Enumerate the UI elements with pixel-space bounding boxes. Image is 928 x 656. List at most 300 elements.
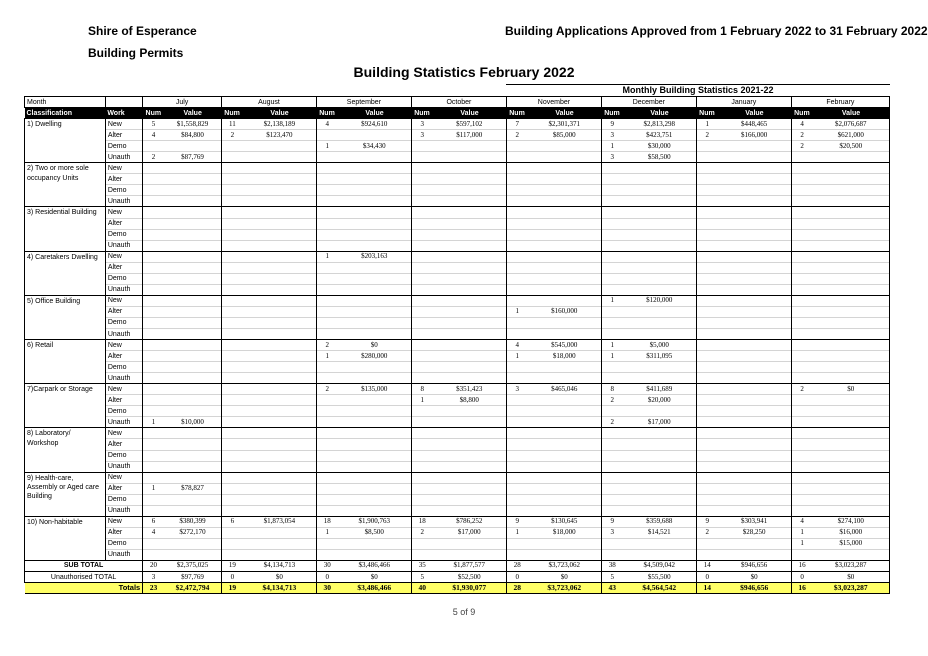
value-cell (718, 317, 792, 328)
value-cell (164, 384, 222, 395)
value-cell (338, 417, 412, 428)
num-cell (221, 273, 242, 284)
work-cell: Unauth (105, 196, 142, 207)
num-cell (601, 406, 622, 417)
num-cell (143, 306, 164, 317)
value-cell (433, 538, 507, 549)
num-cell: 1 (601, 351, 622, 362)
value-cell (243, 538, 317, 549)
value-cell (338, 174, 412, 185)
num-cell (221, 439, 242, 450)
value-cell (528, 417, 602, 428)
value-cell: $0 (338, 340, 412, 351)
value-cell (718, 328, 792, 339)
num-cell: 1 (506, 306, 527, 317)
table-row (25, 130, 890, 141)
value-cell: $17,000 (623, 417, 697, 428)
num-cell (506, 428, 527, 439)
table-row (25, 328, 890, 339)
value-header: Value (243, 108, 317, 119)
value-cell (243, 461, 317, 472)
value-cell (813, 549, 890, 560)
value-cell (528, 185, 602, 196)
month-header-row (25, 97, 890, 108)
work-cell: Alter (105, 174, 142, 185)
work-cell: Unauth (105, 505, 142, 516)
num-cell (143, 340, 164, 351)
num-cell (791, 251, 812, 262)
num-cell (506, 362, 527, 373)
summary-num: 19 (221, 583, 242, 594)
num-cell (696, 406, 717, 417)
table-row (25, 384, 890, 395)
table-row (25, 439, 890, 450)
summary-value: $3,486,466 (338, 560, 412, 571)
summary-value: $3,486,466 (338, 583, 412, 594)
num-cell: 3 (601, 152, 622, 163)
work-cell: Alter (105, 439, 142, 450)
value-cell: $135,000 (338, 384, 412, 395)
num-cell (221, 163, 242, 174)
num-cell (143, 406, 164, 417)
value-cell (623, 207, 697, 218)
table-row (25, 461, 890, 472)
value-cell (718, 384, 792, 395)
num-cell (791, 417, 812, 428)
num-cell: 2 (316, 340, 337, 351)
value-cell (623, 483, 697, 494)
summary-num: 0 (791, 572, 812, 583)
num-cell (506, 196, 527, 207)
num-cell (143, 472, 164, 483)
work-cell: Alter (105, 306, 142, 317)
value-cell (813, 362, 890, 373)
value-cell (338, 483, 412, 494)
table-row (25, 538, 890, 549)
num-cell: 4 (316, 119, 337, 130)
value-cell (813, 439, 890, 450)
num-cell (221, 472, 242, 483)
num-cell: 2 (696, 130, 717, 141)
num-cell (506, 472, 527, 483)
num-cell (221, 251, 242, 262)
value-cell (718, 439, 792, 450)
num-cell (601, 262, 622, 273)
value-cell (243, 196, 317, 207)
value-cell (433, 240, 507, 251)
totals-row (25, 583, 890, 594)
column-header-row (25, 108, 890, 119)
num-cell: 2 (601, 395, 622, 406)
summary-value: $3,023,287 (813, 560, 890, 571)
num-cell (791, 406, 812, 417)
value-cell (433, 284, 507, 295)
work-cell: Demo (105, 494, 142, 505)
num-cell (143, 450, 164, 461)
summary-value: $3,723,062 (528, 583, 602, 594)
work-cell: Demo (105, 450, 142, 461)
value-cell (813, 152, 890, 163)
num-cell: 2 (411, 527, 432, 538)
num-cell (411, 472, 432, 483)
value-cell (243, 505, 317, 516)
num-cell: 1 (696, 119, 717, 130)
num-cell (601, 240, 622, 251)
num-cell (601, 185, 622, 196)
work-cell: Unauth (105, 240, 142, 251)
num-cell (143, 163, 164, 174)
num-cell (696, 461, 717, 472)
num-cell (791, 461, 812, 472)
value-cell (813, 340, 890, 351)
num-cell (143, 262, 164, 273)
num-cell (143, 505, 164, 516)
num-cell (316, 549, 337, 560)
num-cell: 1 (143, 417, 164, 428)
value-cell (243, 406, 317, 417)
value-cell (623, 196, 697, 207)
value-cell (623, 163, 697, 174)
num-cell (316, 130, 337, 141)
num-cell (221, 428, 242, 439)
num-cell: 2 (506, 130, 527, 141)
num-cell (316, 262, 337, 273)
num-cell (791, 196, 812, 207)
num-cell (601, 284, 622, 295)
value-cell (528, 483, 602, 494)
table-row (25, 505, 890, 516)
num-cell (506, 163, 527, 174)
table-row (25, 527, 890, 538)
value-cell (623, 218, 697, 229)
work-cell: Unauth (105, 461, 142, 472)
value-cell (528, 373, 602, 384)
summary-num: 0 (316, 572, 337, 583)
value-cell: $203,163 (338, 251, 412, 262)
value-cell (433, 218, 507, 229)
value-cell (243, 417, 317, 428)
value-cell (164, 351, 222, 362)
num-cell: 3 (411, 119, 432, 130)
value-cell: $423,751 (623, 130, 697, 141)
value-cell (528, 328, 602, 339)
num-cell (601, 373, 622, 384)
num-cell (316, 174, 337, 185)
num-cell (221, 538, 242, 549)
summary-value: $0 (718, 572, 792, 583)
num-cell (601, 229, 622, 240)
table-row (25, 494, 890, 505)
value-cell (528, 141, 602, 152)
work-cell: Alter (105, 527, 142, 538)
value-cell (338, 450, 412, 461)
value-cell (338, 505, 412, 516)
num-cell (143, 196, 164, 207)
num-cell (411, 251, 432, 262)
num-header: Num (506, 108, 527, 119)
summary-row (25, 560, 890, 571)
value-cell (164, 549, 222, 560)
num-cell (696, 251, 717, 262)
value-cell (813, 196, 890, 207)
summary-num: 16 (791, 583, 812, 594)
num-cell (601, 174, 622, 185)
num-cell (696, 317, 717, 328)
num-cell (143, 218, 164, 229)
num-cell (316, 417, 337, 428)
value-cell (164, 373, 222, 384)
value-cell (243, 439, 317, 450)
value-cell (623, 306, 697, 317)
num-header: Num (601, 108, 622, 119)
value-cell (243, 295, 317, 306)
value-cell (433, 461, 507, 472)
work-cell: New (105, 384, 142, 395)
num-cell (316, 207, 337, 218)
num-cell (221, 207, 242, 218)
value-header: Value (433, 108, 507, 119)
summary-value: $0 (813, 572, 890, 583)
value-cell (718, 262, 792, 273)
value-cell (528, 174, 602, 185)
value-cell (528, 505, 602, 516)
value-cell (528, 251, 602, 262)
value-cell (623, 284, 697, 295)
num-cell (791, 185, 812, 196)
num-cell: 4 (791, 119, 812, 130)
value-cell: $545,000 (528, 340, 602, 351)
num-cell (143, 284, 164, 295)
num-cell: 8 (411, 384, 432, 395)
value-cell (243, 251, 317, 262)
value-cell: $2,138,189 (243, 119, 317, 130)
num-cell: 1 (601, 141, 622, 152)
value-cell: $15,000 (813, 538, 890, 549)
value-cell (164, 218, 222, 229)
work-cell: Unauth (105, 373, 142, 384)
table-row (25, 262, 890, 273)
value-header: Value (623, 108, 697, 119)
value-header: Value (164, 108, 222, 119)
value-cell: $359,688 (623, 516, 697, 527)
num-cell (411, 218, 432, 229)
value-cell (623, 240, 697, 251)
num-cell (411, 152, 432, 163)
num-cell: 2 (601, 417, 622, 428)
value-cell (338, 306, 412, 317)
num-cell (791, 273, 812, 284)
value-cell (528, 229, 602, 240)
value-cell (433, 185, 507, 196)
value-cell (164, 141, 222, 152)
value-cell (338, 461, 412, 472)
num-cell (506, 549, 527, 560)
num-cell: 4 (143, 527, 164, 538)
num-cell (411, 273, 432, 284)
value-cell (164, 284, 222, 295)
value-cell (813, 317, 890, 328)
summary-value: $3,023,287 (813, 583, 890, 594)
num-cell: 1 (506, 527, 527, 538)
num-cell (221, 196, 242, 207)
value-cell: $272,170 (164, 527, 222, 538)
value-cell (718, 196, 792, 207)
value-cell (718, 306, 792, 317)
num-cell (791, 494, 812, 505)
summary-num: 0 (696, 572, 717, 583)
num-cell (601, 362, 622, 373)
summary-value: $4,134,713 (243, 583, 317, 594)
value-cell (528, 163, 602, 174)
value-cell (164, 262, 222, 273)
summary-value: $4,564,542 (623, 583, 697, 594)
value-cell (338, 317, 412, 328)
table-row (25, 207, 890, 218)
work-cell: Unauth (105, 417, 142, 428)
work-cell: Alter (105, 483, 142, 494)
summary-value: $4,134,713 (243, 560, 317, 571)
value-cell (243, 362, 317, 373)
num-cell (316, 439, 337, 450)
num-cell (411, 373, 432, 384)
value-cell (718, 229, 792, 240)
value-cell (164, 251, 222, 262)
value-cell (338, 373, 412, 384)
num-cell (411, 439, 432, 450)
table-row (25, 163, 890, 174)
num-cell: 3 (601, 527, 622, 538)
num-cell (221, 461, 242, 472)
value-cell (813, 240, 890, 251)
num-cell: 8 (601, 384, 622, 395)
value-cell (813, 174, 890, 185)
table-row (25, 152, 890, 163)
value-cell: $274,100 (813, 516, 890, 527)
num-cell (316, 538, 337, 549)
page-number: 5 of 9 (452, 607, 476, 617)
summary-num: 16 (791, 560, 812, 571)
work-cell: Demo (105, 317, 142, 328)
num-cell (696, 450, 717, 461)
num-cell (143, 328, 164, 339)
num-cell: 2 (143, 152, 164, 163)
num-cell (316, 494, 337, 505)
num-cell (411, 505, 432, 516)
num-cell (601, 196, 622, 207)
num-cell: 1 (601, 295, 622, 306)
num-cell (411, 406, 432, 417)
value-cell (164, 163, 222, 174)
num-cell: 1 (316, 527, 337, 538)
value-cell: $34,430 (338, 141, 412, 152)
num-cell (143, 229, 164, 240)
value-cell (243, 207, 317, 218)
num-cell (316, 306, 337, 317)
value-cell (433, 494, 507, 505)
num-cell: 1 (791, 538, 812, 549)
value-cell (433, 317, 507, 328)
value-cell (164, 229, 222, 240)
value-cell: $120,000 (623, 295, 697, 306)
summary-value: $2,375,025 (164, 560, 222, 571)
num-cell (221, 351, 242, 362)
summary-value: $52,500 (433, 572, 507, 583)
num-cell (221, 229, 242, 240)
num-cell (506, 494, 527, 505)
num-cell (221, 185, 242, 196)
num-cell (601, 483, 622, 494)
num-cell: 6 (143, 516, 164, 527)
num-cell: 2 (316, 384, 337, 395)
num-cell (143, 384, 164, 395)
value-cell (718, 340, 792, 351)
num-cell (316, 317, 337, 328)
value-cell (338, 207, 412, 218)
value-cell (813, 450, 890, 461)
value-cell (433, 417, 507, 428)
num-cell (221, 483, 242, 494)
table-row (25, 428, 890, 439)
value-cell (338, 152, 412, 163)
summary-value: $97,769 (164, 572, 222, 583)
num-cell (696, 505, 717, 516)
work-cell: Demo (105, 362, 142, 373)
num-cell (791, 306, 812, 317)
value-cell (433, 295, 507, 306)
num-header: Num (221, 108, 242, 119)
num-cell: 1 (506, 351, 527, 362)
value-cell (433, 505, 507, 516)
num-cell (696, 472, 717, 483)
num-cell: 2 (791, 141, 812, 152)
num-cell (411, 317, 432, 328)
value-cell (813, 472, 890, 483)
work-cell: New (105, 472, 142, 483)
table-row (25, 284, 890, 295)
value-cell: $2,813,298 (623, 119, 697, 130)
summary-num: 35 (411, 560, 432, 571)
value-header: Value (528, 108, 602, 119)
summary-num: 40 (411, 583, 432, 594)
value-cell (623, 262, 697, 273)
value-cell (718, 351, 792, 362)
num-cell (791, 340, 812, 351)
value-cell (338, 284, 412, 295)
num-cell (791, 328, 812, 339)
summary-value: $946,656 (718, 560, 792, 571)
value-cell (718, 152, 792, 163)
value-cell (164, 295, 222, 306)
num-cell (221, 317, 242, 328)
value-cell (433, 483, 507, 494)
classification-cell: 8) Laboratory/ Workshop (25, 428, 106, 472)
num-cell (316, 505, 337, 516)
value-cell (433, 340, 507, 351)
value-cell (164, 439, 222, 450)
value-cell (813, 483, 890, 494)
value-cell (433, 141, 507, 152)
num-header: Num (143, 108, 164, 119)
value-cell (164, 406, 222, 417)
num-cell (506, 317, 527, 328)
num-cell (221, 295, 242, 306)
num-cell (506, 273, 527, 284)
summary-num: 28 (506, 560, 527, 571)
num-cell: 7 (506, 119, 527, 130)
work-cell: Alter (105, 395, 142, 406)
summary-num: 5 (601, 572, 622, 583)
num-cell (506, 174, 527, 185)
